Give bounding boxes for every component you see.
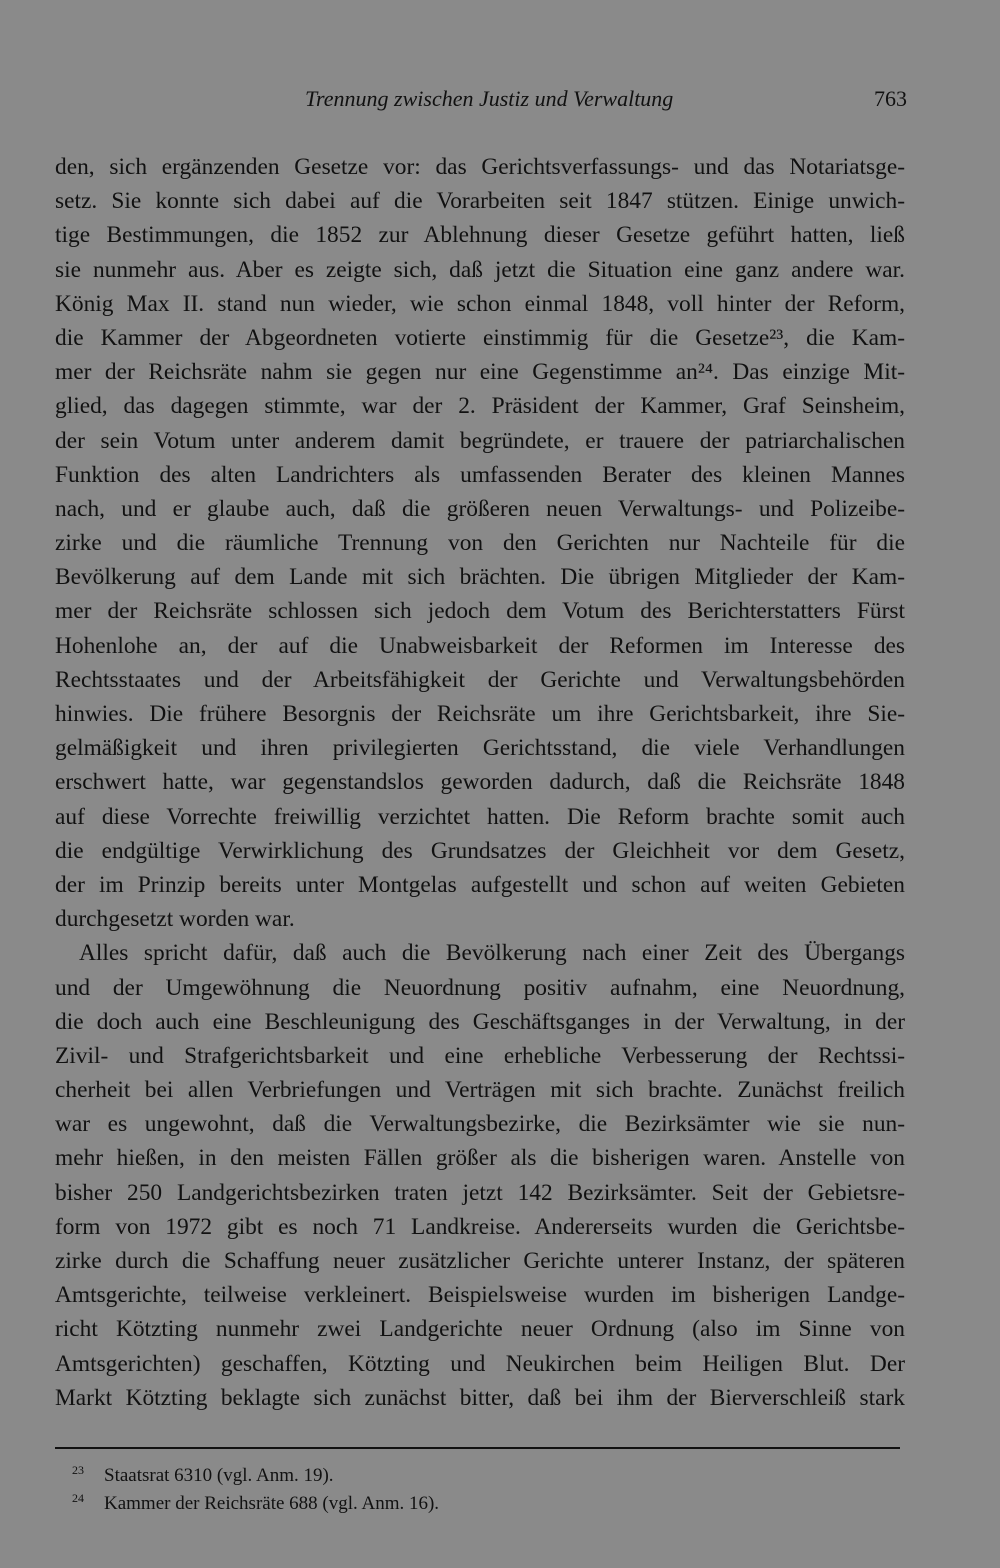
- footnote-marker: 24: [72, 1491, 84, 1505]
- text-line: die Kammer der Abgeordneten votierte einstimmig für die Gesetze²³, die Kam-: [55, 324, 905, 351]
- footnote-text: Staatsrat 6310 (vgl. Anm. 19).: [104, 1465, 334, 1486]
- body-text: [55, 150, 905, 1415]
- paragraph-end-line: durchgesetzt worden war.: [55, 906, 295, 933]
- text-line: mehr hießen, in den meisten Fällen größer als die bisherigen waren. Anstelle von: [55, 1145, 905, 1172]
- text-line: die doch auch eine Beschleunigung des Geschäftsganges in der Verwaltung, in der: [55, 1008, 905, 1035]
- text-line: der im Prinzip bereits unter Montgelas aufgestellt und schon auf weiten Gebieten: [55, 871, 905, 898]
- text-line: hinwies. Die frühere Besorgnis der Reichsräte um ihre Gerichtsbarkeit, ihre Sie-: [55, 701, 905, 727]
- footnote-text: Kammer der Reichsräte 688 (vgl. Anm. 16).: [104, 1493, 440, 1514]
- text-line: die endgültige Verwirklichung des Grundsatzes der Gleichheit vor dem Gesetz,: [55, 837, 905, 864]
- footnote-24: [72, 1490, 872, 1518]
- text-line: cherheit bei allen Verbriefungen und Verträgen mit sich brachte. Zunächst freilich: [55, 1077, 905, 1104]
- text-line: Hohenlohe an, der auf die Unabweisbarkeit der Reformen im Interesse des: [55, 632, 905, 659]
- running-title: Trennung zwischen Justiz und Verwaltung: [305, 86, 674, 111]
- text-line: form von 1972 gibt es noch 71 Landkreise. Andererseits wurden die Gerichtsbe-: [55, 1213, 905, 1240]
- footnote-23: [72, 1462, 872, 1490]
- page-number: 763: [874, 86, 907, 111]
- text-line: bisher 250 Landgerichtsbezirken traten jetzt 142 Bezirksämter. Seit der Gebietsre-: [55, 1179, 905, 1206]
- text-line: war es ungewohnt, daß die Verwaltungsbezirke, die Bezirksämter wie sie nun-: [55, 1111, 905, 1138]
- text-line: setz. Sie konnte sich dabei auf die Vorarbeiten seit 1847 stützen. Einige unwich-: [55, 188, 905, 215]
- footnote-marker: 23: [72, 1463, 84, 1477]
- text-line: Bevölkerung auf dem Lande mit sich brächten. Die übrigen Mitglieder der Kam-: [55, 564, 905, 591]
- text-line: zirke durch die Schaffung neuer zusätzlicher Gerichte unterer Instanz, der späteren: [55, 1248, 905, 1274]
- paragraph-start-line: Alles spricht dafür, daß auch die Bevölkerung nach einer Zeit des Übergangs: [79, 940, 905, 967]
- text-line: gelmäßigkeit und ihren privilegierten Gerichtsstand, die viele Verhandlungen: [55, 735, 905, 762]
- text-line: und der Umgewöhnung die Neuordnung positiv aufnahm, eine Neuordnung,: [55, 974, 905, 1001]
- text-line: richt Kötzting nunmehr zwei Landgerichte neuer Ordnung (also im Sinne von: [55, 1316, 905, 1343]
- text-line: zirke und die räumliche Trennung von den Gerichten nur Nachteile für die: [55, 530, 905, 557]
- footnotes: [72, 1462, 872, 1518]
- text-line: auf diese Vorrechte freiwillig verzichtet hatten. Die Reform brachte somit auch: [55, 803, 905, 830]
- text-line: Markt Kötzting beklagte sich zunächst bitter, daß bei ihm der Bierverschleiß stark: [55, 1384, 905, 1411]
- text-line: Zivil- und Strafgerichtsbarkeit und eine erhebliche Verbesserung der Rechtssi-: [55, 1042, 905, 1069]
- text-line: nach, und er glaube auch, daß die größeren neuen Verwaltungs- und Polizeibe-: [55, 495, 905, 522]
- footnote-divider: [55, 1447, 900, 1449]
- running-header: [55, 86, 907, 120]
- text-line: König Max II. stand nun wieder, wie schon einmal 1848, voll hinter der Reform,: [55, 290, 905, 317]
- text-line: mer der Reichsräte nahm sie gegen nur eine Gegenstimme an²⁴. Das einzige Mit-: [55, 359, 905, 386]
- text-line: erschwert hatte, war gegenstandslos geworden dadurch, daß die Reichsräte 1848: [55, 769, 905, 796]
- text-line: den, sich ergänzenden Gesetze vor: das Gerichtsverfassungs- und das Notariatsge-: [55, 154, 905, 180]
- text-line: der sein Votum unter anderem damit begründete, er trauere der patriarchalischen: [55, 427, 905, 454]
- text-line: sie nunmehr aus. Aber es zeigte sich, daß jetzt die Situation eine ganz andere war.: [55, 256, 905, 283]
- text-line: Amtsgerichte, teilweise verkleinert. Beispielsweise wurden im bisherigen Landge-: [55, 1282, 905, 1309]
- text-line: Amtsgerichten) geschaffen, Kötzting und Neukirchen beim Heiligen Blut. Der: [55, 1350, 905, 1377]
- text-line: glied, das dagegen stimmte, war der 2. Präsident der Kammer, Graf Seinsheim,: [55, 393, 905, 420]
- text-line: Funktion des alten Landrichters als umfassenden Berater des kleinen Mannes: [55, 461, 905, 488]
- text-line: Rechtsstaates und der Arbeitsfähigkeit der Gerichte und Verwaltungsbehörden: [55, 666, 905, 693]
- text-line: tige Bestimmungen, die 1852 zur Ablehnung dieser Gesetze geführt hatten, ließ: [55, 222, 905, 249]
- text-line: mer der Reichsräte schlossen sich jedoch dem Votum des Berichterstatters Fürst: [55, 598, 905, 625]
